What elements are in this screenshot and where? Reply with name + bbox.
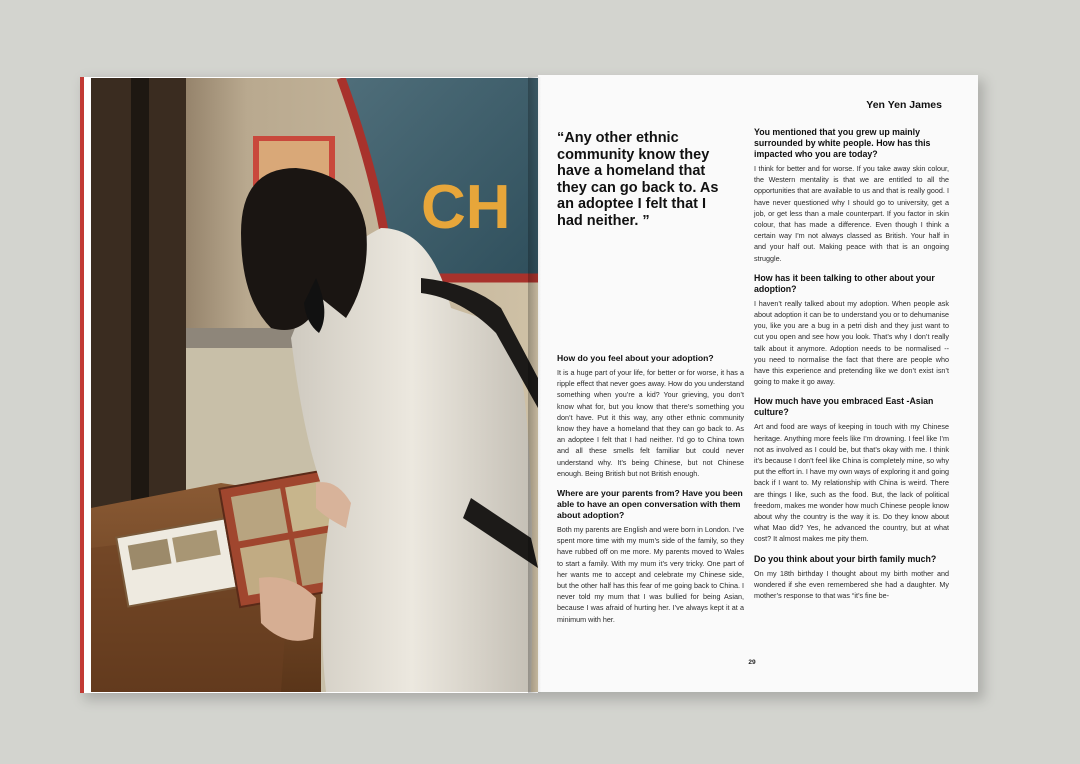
red-page-edge: [80, 77, 84, 693]
question-heading: How do you feel about your adoption?: [557, 353, 714, 363]
right-text-column: [754, 127, 949, 610]
short-black-hair: [241, 168, 367, 330]
photo-woman-browsing-menu: [91, 78, 538, 692]
author-name: Yen Yen James: [866, 99, 942, 111]
answer-paragraph: I haven’t really talked about my adoption. When people ask about adoption it can be to understand you or to dehumanise you, like you are a bug in a petri dish and they just want to cut you open and see how you look. That’s why I don’t really talk about it anymore. Adoption needs to be normalised -- you need to normalise the fact that there are people who have this experience and pretending like we don’t exist isn’t going to make it go away.: [754, 298, 949, 387]
sign-letters: CH: [421, 173, 511, 242]
answer-paragraph: Both my parents are English and were born in London. I’ve spent more time with my mum’s side of the family, so they have rubbed off on me more. My parents moved to Wales to start a family. With my mum it’s very tricky. One part of her wants me to accept and celebrate my Chinese side, but the other half has this fear of me going back to China. I never told my mum that I was bullied for being Asian, because I was afraid of hurting her. I’ve always kept it at a minimum with her.: [557, 525, 744, 624]
answer-paragraph: Art and food are ways of keeping in touch with my Chinese heritage. Anything more feels like I’m drowning. I feel like I’m not as involved as I could be, but that’s okay with me. I think it’s because I don’t feel like China is completely mine, so why put the effort in. I have my own ways of exploring it and going back if I want to. My relationship with China is weird. There are things I like, such as the food. But, the lack of political freedom, makes me wonder how much Chinese people know about why the country is the way it is. Do they know about what Mao did? Yes, he advanced the country, but at what cost? It almost makes me pity them.: [754, 422, 949, 544]
answer-paragraph: On my 18th birthday I thought about my birth mother and wondered if she even remembered she had a daughter. My mother’s response to that was “it’s fine be-: [754, 568, 949, 601]
question-heading: Do you think about your birth family much?: [754, 553, 937, 564]
answer-paragraph: I think for better and for worse. If you take away skin colour, the Western mentality is that we are entitled to all the opportunities that are available to us and that is really good. I have never questioned why I should go to university, get a job, or get less than a male counterpart. If you factor in skin colour, that has made a difference. Even though I think a certain way I’m not always classed as British. Your half in and your half out. Making peace with that is an ongoing struggle.: [754, 164, 949, 263]
page-number: 29: [748, 659, 756, 666]
pull-quote: “Any other ethnic community know they have a homeland that they can go back to. As an adoptee I felt that I had neither. ”: [557, 130, 719, 229]
question-heading: How has it been talking to other about your adoption?: [754, 272, 935, 294]
question-heading: You mentioned that you grew up mainly surrounded by white people. How has this impacted who you are today?: [754, 127, 931, 159]
left-text-column: [557, 353, 744, 634]
answer-paragraph: It is a huge part of your life, for better or for worse, it has a ripple effect that never goes away. How do you understand something when you’re a kid? Your grieving, you don’t know what for, but you know that there’s something you don’t have. Put it this way, any other ethnic community know they have a homeland that they can go back to. As an adoptee I felt that I had neither. I’d go to China town and all these smells felt familiar but could never understand why. It’s being Chinese, but not Chinese enough. Being British but not British enough.: [557, 368, 744, 478]
question-heading: How much have you embraced East -Asian culture?: [754, 396, 934, 418]
spine-shadow: [528, 77, 550, 693]
question-heading: Where are your parents from? Have you been able to have an open conversation with them about adoption?: [557, 488, 743, 521]
